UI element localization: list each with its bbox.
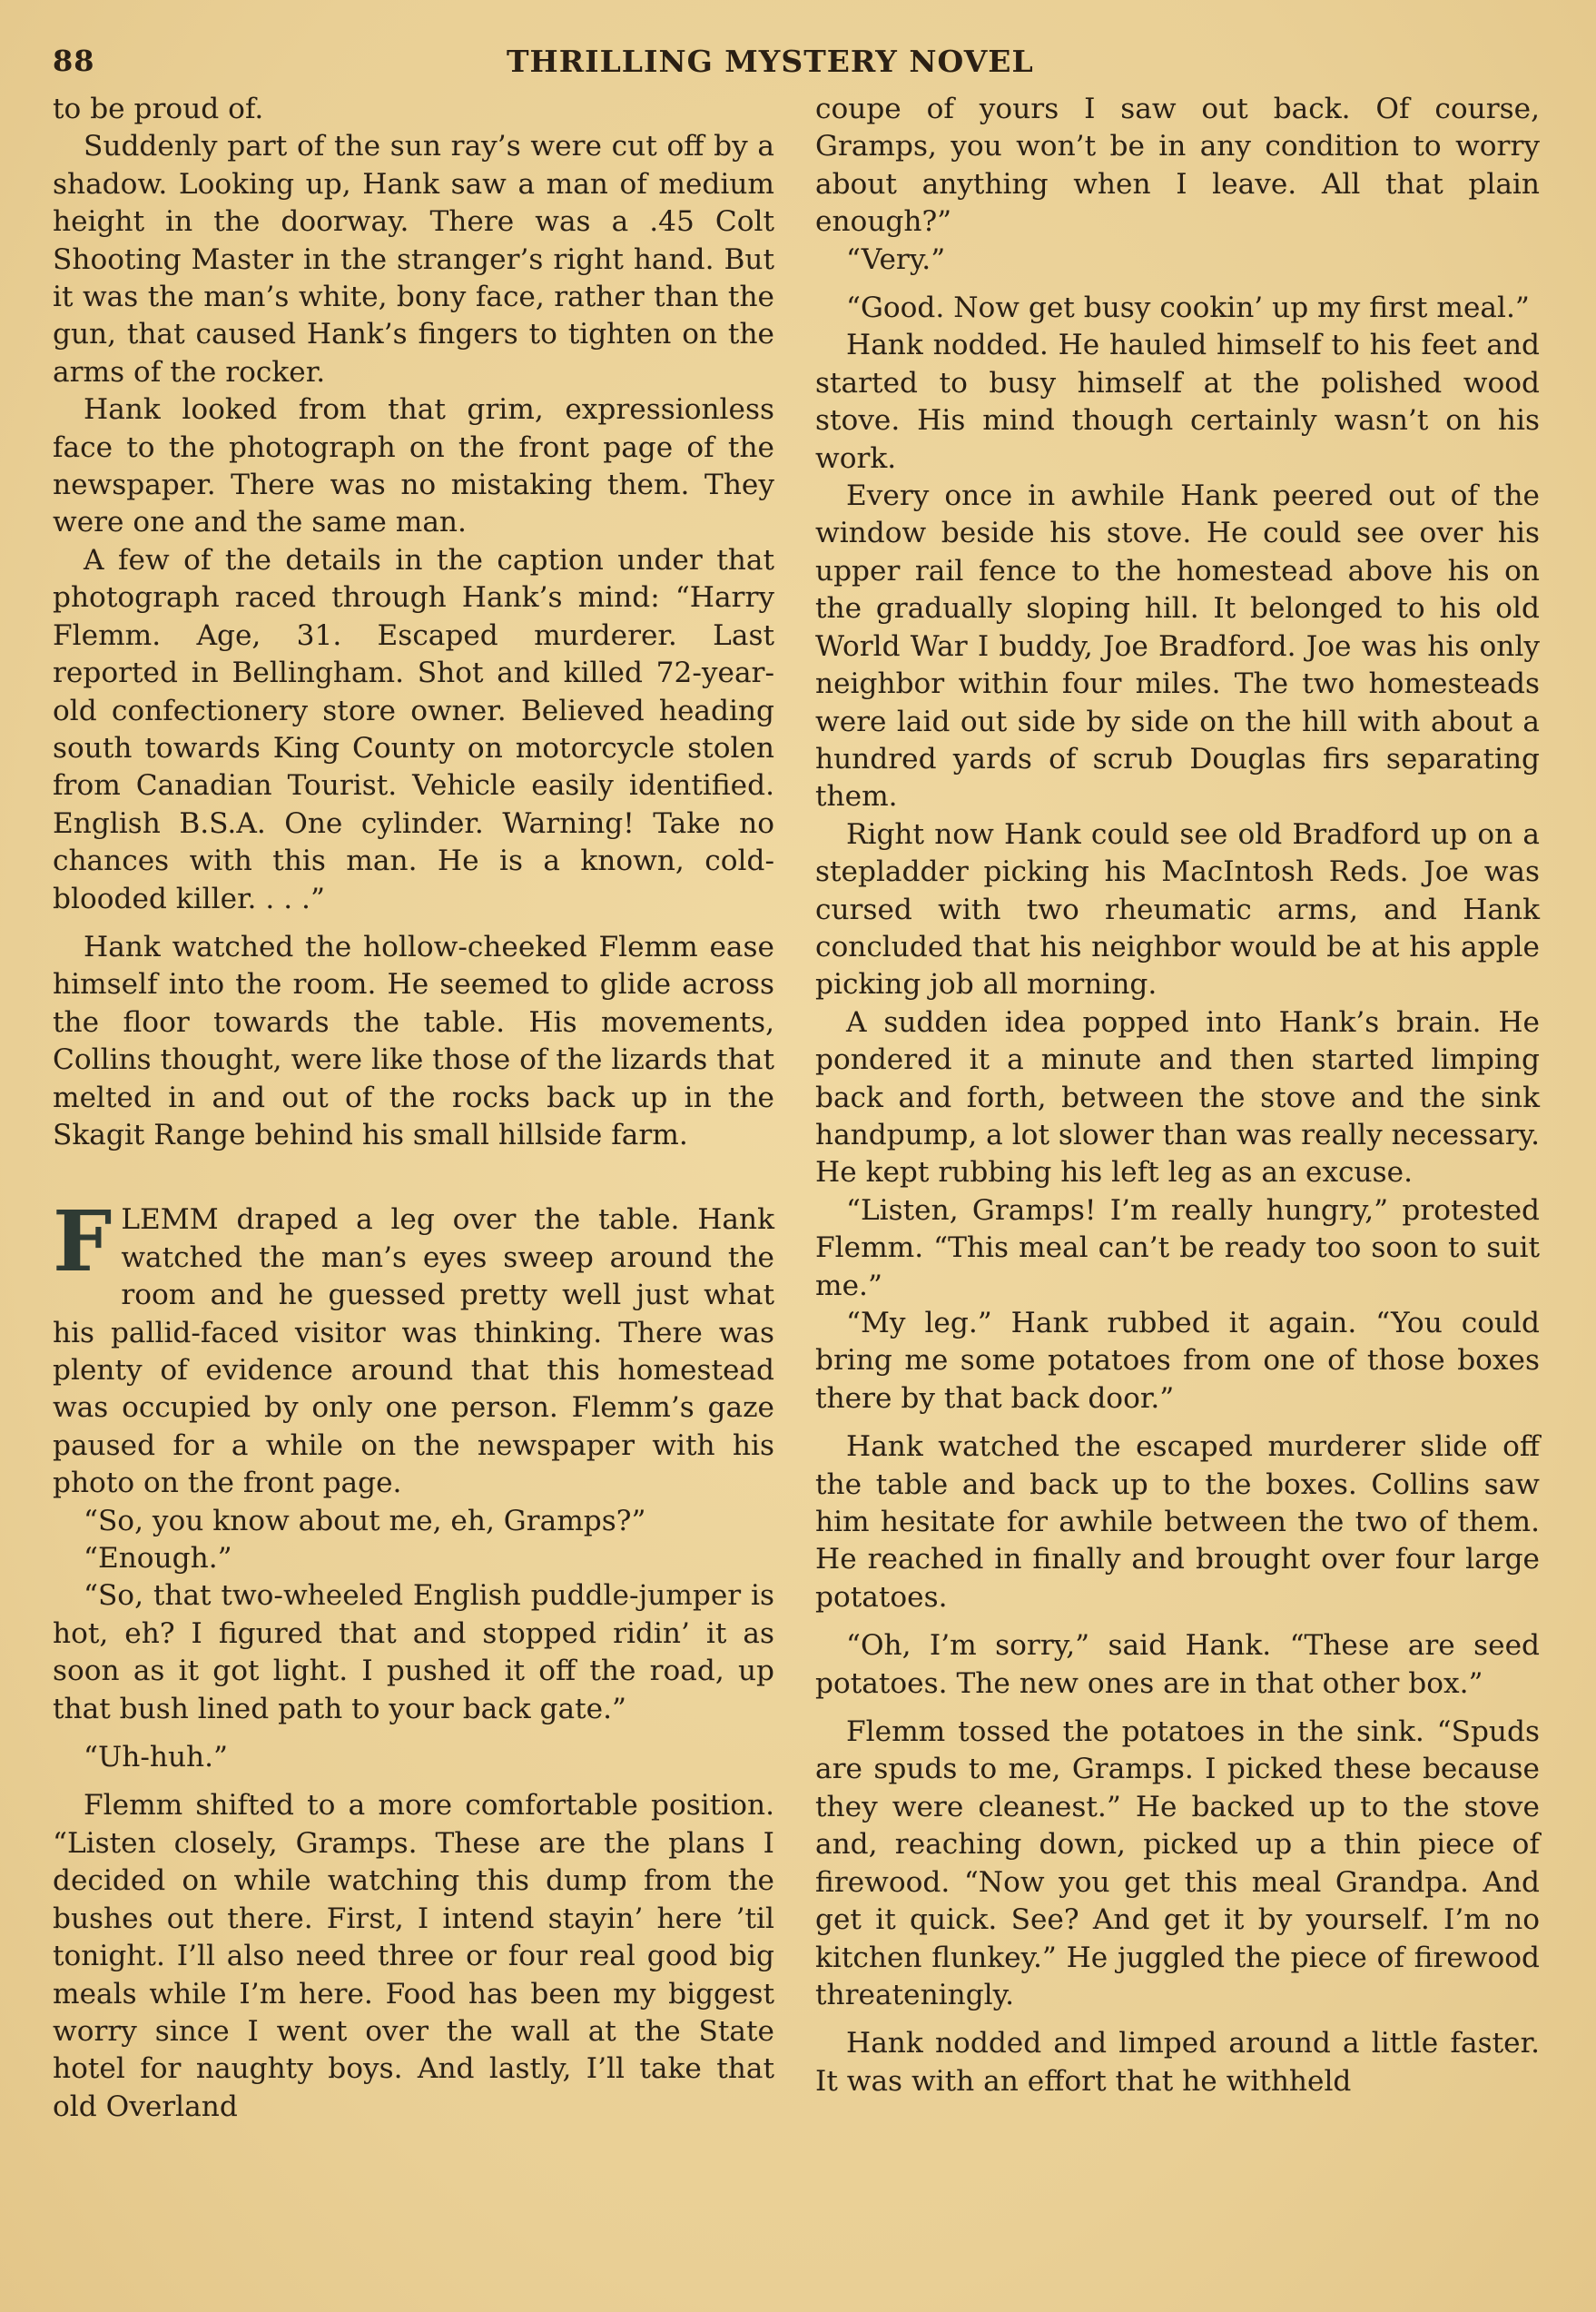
paragraph: “My leg.” Hank rubbed it again. “You could bring me some potatoes from one of those boxes there by that back door.” [815,1307,1540,1415]
right-column [815,91,1540,2100]
paragraph: A few of the details in the caption under that photograph raced through Hank’s mind: “Harry Flemm. Age, 31. Escaped murderer. Last reported in Bellingham. Shot and killed 72-year-old confectionery store owner. Believed heading south towards King County on motorcycle stolen from Canadian Tourist. Vehicle easily identified. English B.S.A. One cylinder. Warning! Take no chances with this man. He is a known, cold-blooded killer. . . .” [53,543,774,915]
paragraph-text: LEMM draped a leg over the table. Hank watched the man’s eyes sweep around the room and he guessed pretty well just what his pallid-faced visitor was thinking. There was plenty of evidence around that this homestead was occupied by only one person. Flemm’s gaze paused for a while on the newspaper with his photo on the front page. [53,1203,774,1500]
paragraph: Hank nodded. He hauled himself to his feet and started to busy himself at the polished wood stove. His mind though certainly wasn’t on his work. [815,329,1540,475]
left-column [53,91,774,2126]
paragraph: Hank watched the escaped murderer slide off the table and back up to the boxes. Collins saw him hesitate for awhile between the two of them. He reached in finally and brought over four large potatoes. [815,1430,1540,1614]
paragraph: “So, that two-wheeled English puddle-jumper is hot, eh? I figured that and stopped ridin’ it as soon as it got light. I pushed it off the road, up that bush lined path to your back gate.” [53,1579,774,1725]
paragraph: “Enough.” [84,1542,232,1576]
section-start-paragraph [53,1192,774,1502]
paragraph: Flemm tossed the potatoes in the sink. “Spuds are spuds to me, Gramps. I picked these because they were cleanest.” He backed up to the stove and, reaching down, picked up a thin piece of firewood. “Now you get this meal Grandpa. And get it quick. See? And get it by yourself. I’m no kitchen flunkey.” He juggled the piece of firewood threateningly. [815,1715,1540,2011]
paragraph: Every once in awhile Hank peered out of the window beside his stove. He could see over his upper rail fence to the homestead above his on the gradually sloping hill. It belonged to his old World War I buddy, Joe Bradford. Joe was his only neighbor within four miles. The two homesteads were laid out side by side on the hill with about a hundred yards of scrub Douglas firs separating them. [815,479,1540,814]
paragraph: to be proud of. [53,93,264,125]
page-number: 88 [53,44,95,78]
paragraph: coupe of yours I saw out back. Of course, Gramps, you won’t be in any condition to worry about anything when I leave. All that plain enough?” [815,93,1540,239]
paragraph: Flemm shifted to a more comfortable position. “Listen closely, Gramps. These are the plans I decided on while watching this dump from the bushes out there. First, I intend stayin’ here ’til tonight. I’ll also need three or four real good big meals while I’m here. Food has been my biggest worry since I went over the wall at the State hotel for naughty boys. And lastly, I’ll take that old Overland [53,1789,774,2123]
paragraph: A sudden idea popped into Hank’s brain. He pondered it a minute and then started limping back and forth, between the stove and the sink handpump, a lot slower than was really necessary. He kept rubbing his left leg as an excuse. [815,1005,1540,1190]
drop-cap: F [53,1192,113,1291]
paragraph: “Uh-huh.” [84,1741,228,1774]
paragraph: “So, you know about me, eh, Gramps?” [84,1504,646,1537]
paragraph: “Oh, I’m sorry,” said Hank. “These are seed potatoes. The new ones are in that other box.” [815,1629,1540,1700]
page-header [53,44,1542,89]
paragraph: Hank watched the hollow-cheeked Flemm ease himself into the room. He seemed to glide across the floor towards the table. His movements, Collins thought, were like those of the lizards that melted in and out of the rocks back up in the Skagit Range behind his small hillside farm. [53,930,774,1151]
paragraph: Suddenly part of the sun ray’s were cut off by a shadow. Looking up, Hank saw a man of medium height in the doorway. There was a .45 Colt Shooting Master in the stranger’s right hand. But it was the man’s white, bony face, rather than the gun, that caused Hank’s fingers to tighten on the arms of the rocker. [53,130,774,389]
paragraph: Hank looked from that grim, expressionless face to the photograph on the front page of the newspaper. There was no mistaking them. They were one and the same man. [53,393,774,539]
paragraph: “Listen, Gramps! I’m really hungry,” protested Flemm. “This meal can’t be ready too soon to suit me.” [815,1193,1540,1302]
running-head: THRILLING MYSTERY NOVEL [507,44,1034,79]
paragraph: Right now Hank could see old Bradford up on a stepladder picking his MacIntosh Reds. Joe was cursed with two rheumatic arms, and Hank concluded that his neighbor would be at his apple picking job all morning. [815,817,1540,1002]
paragraph: “Good. Now get busy cookin’ up my first meal.” [846,291,1530,325]
paragraph: “Very.” [846,242,946,276]
paragraph: Hank nodded and limped around a little faster. It was with an effort that he withheld [815,2027,1540,2098]
